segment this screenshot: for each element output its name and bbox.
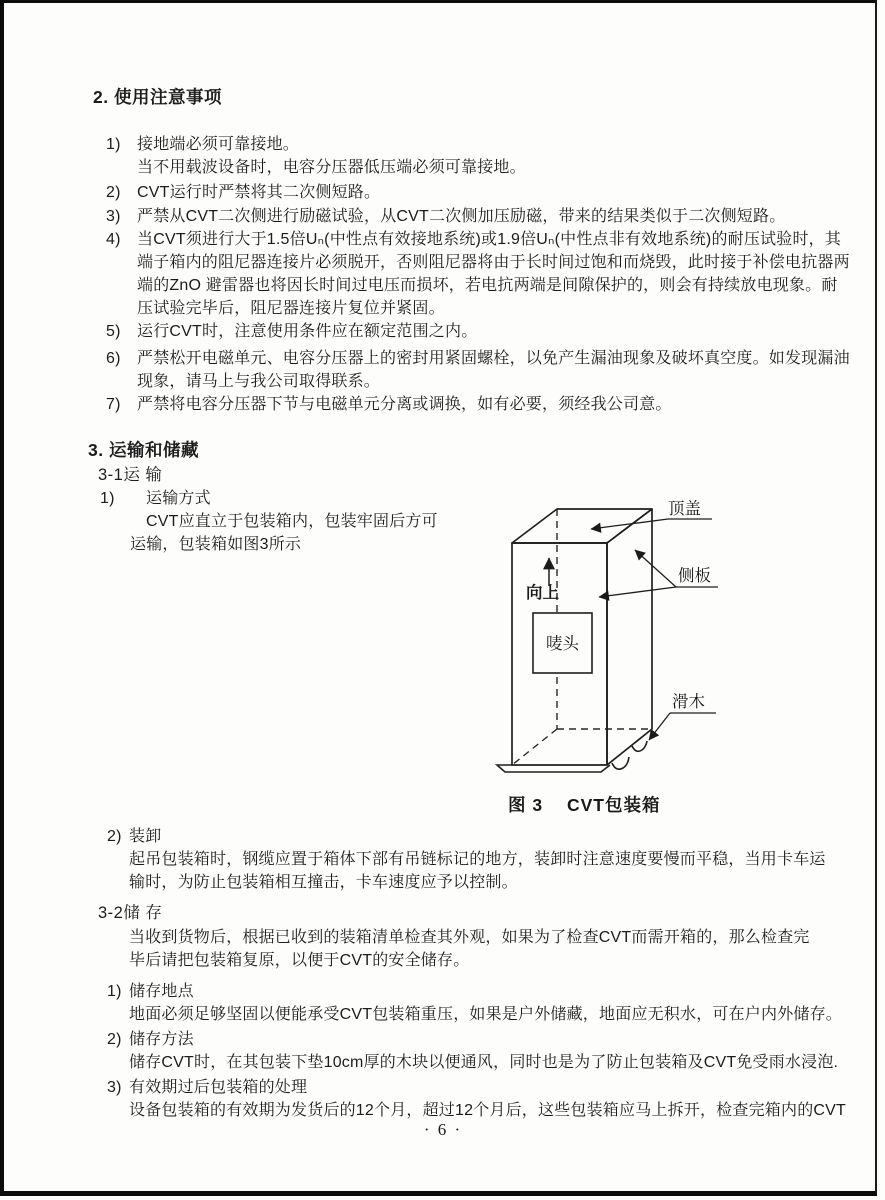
item-line: 当CVT须进行大于1.5倍Uₙ(中性点有效接地系统)或1.9倍Uₙ(中性点非有效地系统)的耐压试验时，其 [137, 231, 842, 248]
transport-method-line: CVT应直立于包装箱内，包装牢固后方可 [146, 513, 438, 530]
item-number: 1) [100, 490, 115, 507]
item-title: 装卸 [129, 828, 162, 845]
storage-item-1 [107, 980, 842, 1026]
item-title: 有效期过后包装箱的处理 [129, 1079, 308, 1096]
item-line: 当收到货物后，根据已收到的装箱清单检查其外观，如果为了检查CVT而需开箱的，那么检查完 [129, 929, 810, 946]
list-item-6 [106, 347, 850, 393]
upward-label: 向上 [526, 584, 559, 602]
transport-handling-item [107, 825, 826, 894]
top-cover-label: 顶盖 [668, 500, 701, 518]
item-number: 5) [106, 323, 121, 340]
item-number: 4) [106, 231, 121, 248]
item-line: CVT运行时严禁将其二次侧短路。 [137, 184, 381, 201]
item-line: 现象，请马上与我公司取得联系。 [137, 373, 381, 390]
item-line: 严禁松开电磁单元、电容分压器上的密封用紧固螺栓，以免产生漏油现象及破坏真空度。如发现漏油 [137, 350, 850, 367]
list-item-4 [106, 228, 850, 320]
section-2-heading: 2. 使用注意事项 [93, 87, 222, 107]
item-line: 当不用载波设备时，电容分压器低压端必须可靠接地。 [137, 159, 526, 176]
section-3-heading: 3. 运输和储藏 [88, 440, 199, 460]
transport-method-item [100, 487, 211, 510]
packing-box-figure [480, 495, 765, 825]
item-number: 1) [107, 983, 122, 1000]
storage-item-2 [107, 1028, 838, 1074]
box-side-face [607, 509, 652, 765]
item-number: 1) [106, 136, 121, 153]
item-line: 运行CVT时，注意使用条件应在额定范围之内。 [137, 323, 478, 340]
item-line: 储存CVT时，在其包装下垫10cm厚的木块以便通风，同时也是为了防止包装箱及CVT免受雨水浸泡. [129, 1054, 839, 1071]
storage-intro [129, 926, 810, 972]
item-line: 压试验完毕后，阻尼器连接片复位并紧固。 [137, 300, 445, 317]
item-number: 2) [106, 184, 121, 201]
skid-label: 滑木 [672, 693, 705, 711]
item-line: 起吊包装箱时，钢缆应置于箱体下部有吊链标记的地方，装卸时注意速度要慢而平稳，当用卡车运 [129, 851, 826, 868]
page-number: · 6 · [423, 1120, 463, 1139]
item-line: 地面必须足够坚固以便能承受CVT包装箱重压，如果是户外储藏，地面应无积水，可在户内外储存。 [129, 1006, 843, 1023]
list-item-5 [106, 320, 477, 343]
transport-method-line: 运输，包装箱如图3所示 [130, 536, 302, 553]
skid-leader [649, 713, 716, 740]
side-panel-label: 侧板 [678, 567, 711, 585]
list-item-7 [106, 393, 672, 416]
list-item-3 [106, 205, 785, 228]
item-line: 毕后请把包装箱复原，以便于CVT的安全储存。 [129, 952, 470, 969]
figure-caption-title: CVT包装箱 [567, 795, 661, 815]
item-line: 设备包装箱的有效期为发货后的12个月，超过12个月后，这些包装箱应马上拆开，检查完箱内的CVT [129, 1102, 846, 1119]
item-line: 严禁将电容分压器下节与电磁单元分离或调换，如有必要，须经我公司意。 [137, 396, 672, 413]
box-skid-base [497, 741, 647, 772]
item-line: 端的ZnO 避雷器也将因长时间过电压而损坏，若电抗两端是间隙保护的，则会有持续放电现象。耐 [137, 277, 838, 294]
item-number: 3) [107, 1079, 122, 1096]
item-line: 接地端必须可靠接地。 [137, 136, 300, 153]
item-number: 2) [107, 828, 122, 845]
item-number: 6) [106, 350, 121, 367]
list-item-1 [106, 133, 526, 179]
storage-item-3 [107, 1076, 846, 1122]
item-number: 3) [106, 208, 121, 225]
list-item-2 [106, 181, 380, 204]
box-top-face [512, 509, 652, 543]
item-line: 端子箱内的阻尼器连接片必须脱开，否则阻尼器将由于长时间过饱和而烧毁，此时接于补偿电抗器两 [137, 254, 850, 271]
item-line: 输时，为防止包装箱相互撞击，卡车速度应予以控制。 [129, 874, 518, 891]
item-title: 储存方法 [129, 1031, 194, 1048]
item-title: 运输方式 [146, 490, 211, 507]
item-number: 2) [107, 1031, 122, 1048]
item-title: 储存地点 [129, 983, 194, 1000]
item-line: 严禁从CVT二次侧进行励磁试验，从CVT二次侧加压励磁，带来的结果类似于二次侧短路。 [137, 208, 786, 225]
item-number: 7) [106, 396, 121, 413]
subsection-3-2-heading: 3-2储 存 [98, 904, 163, 922]
figure-caption-number: 图 3 [508, 795, 544, 815]
shipping-mark-label: 唛头 [546, 635, 579, 653]
subsection-3-1-heading: 3-1运 输 [98, 466, 163, 484]
